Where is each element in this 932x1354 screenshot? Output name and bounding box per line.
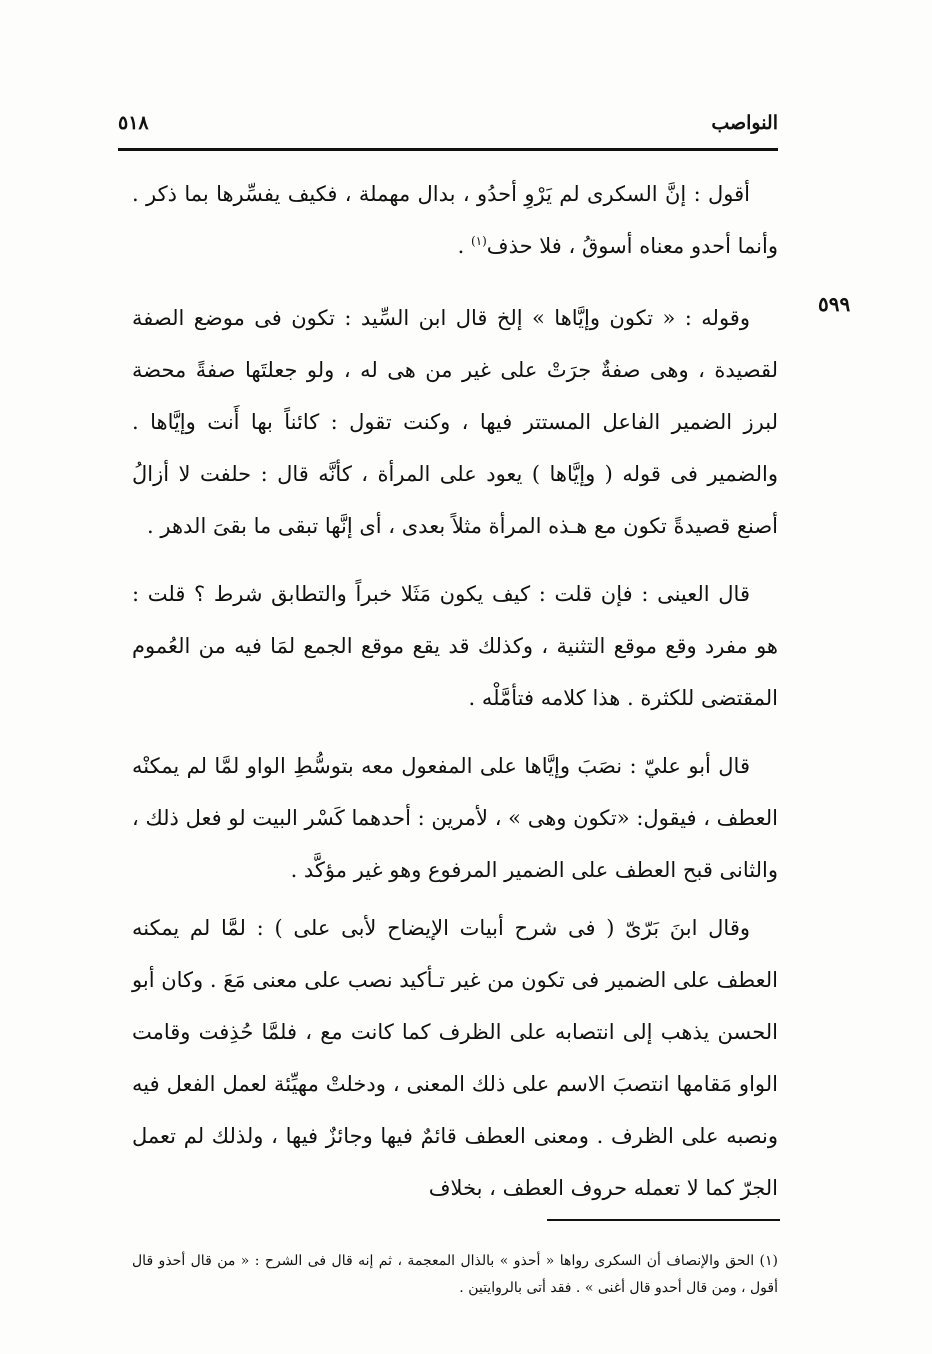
paragraph-4: قال أبو عليّ : نصَبَ وإيَّاها على المفعول معه بتوسُّطِ الواو لمَّا لم يمكنْه العطف ، فيقول: «تكون وهى » ، لأمرين : أحدهما كَسْر البيت لو فعل ذلك ، والثانى قبح العطف على الضمير المرفوع وهو غير مؤكَّد . xyxy=(132,754,778,882)
paragraph-3: قال العينى : فإن قلت : كيف يكون مَثَلا خبراً والتطابق شرط ؟ قلت : هو مفرد وقع موقع التثنية ، وكذلك قد يقع موقع الجمع لمَا فيه من العُموم المقتضى للكثرة . هذا كلامه فتأمَّلْه . xyxy=(132,582,778,710)
margin-number: ٥٩٩ xyxy=(818,292,851,316)
footnotes xyxy=(132,1248,778,1302)
footnote-rule xyxy=(547,1219,780,1221)
page-title: النواصب xyxy=(711,112,778,134)
paragraph-5: وقال ابنَ بَرّىّ ( فى شرح أبيات الإيضاح لأبى على ) : لمَّا لم يمكنه العطف على الضمير فى تكون من غير تـأكيد نصب على معنى مَعَ . وكان أبو الحسن يذهب إلى انتصابه على الظرف كما كانت مع ، فلمَّا حُذِفت وقامت الواو مَقامها انتصبَ الاسم على ذلك المعنى ، ودخلتْ مهيِّئة لعمل الفعل فيه ونصبه على الظرف . ومعنى العطف قائمٌ فيها وجائزٌ فيها ، ولذلك لم تعمل الجرّ كما لا تعمله حروف العطف ، بخلاف xyxy=(132,916,778,1200)
footnote-marker[interactable]: (١) xyxy=(470,234,487,248)
page-header xyxy=(118,112,778,142)
main-text xyxy=(132,168,778,1220)
paragraph-1 xyxy=(132,168,778,272)
paragraph-2: وقوله : « تكون وإيَّاها » إلخ قال ابن السِّيد : تكون فى موضع الصفة لقصيدة ، وهى صفةٌ جرَتْ على غير من هى له ، ولو جعلتَها صفةً محضة لبرز الضمير الفاعل المستتر فيها ، وكنت تقول : كائناً بها أَنت وإيَّاها . والضمير فى قوله ( وإيَّاها ) يعود على المرأة ، كأنَّه قال : حلفت لا أزالُ أصنع قصيدةً تكون مع هـذه المرأة مثلاً بعدى ، أى إنَّها تبقى ما بقىَ الدهر . xyxy=(132,306,778,538)
footnote-1: (١) الحق والإنصاف أن السكرى رواها « أحذو » بالذال المعجمة ، ثم إنه قال فى الشرح : « من قال أحذو قال أقول ، ومن قال أحدو قال أغنى » . فقد أتى بالروايتين . xyxy=(132,1253,778,1296)
paragraph-1-tail: . xyxy=(457,234,471,258)
paragraph-1-text: أقول : إنَّ السكرى لم يَرْوِ أحدُو ، بدال مهملة ، فكيف يفسِّرها بما ذكر . وأنما أحدو معناه أسوقُ ، فلا حذف xyxy=(132,182,778,258)
page-number: ٥١٨ xyxy=(118,112,149,134)
header-rule xyxy=(118,148,778,151)
